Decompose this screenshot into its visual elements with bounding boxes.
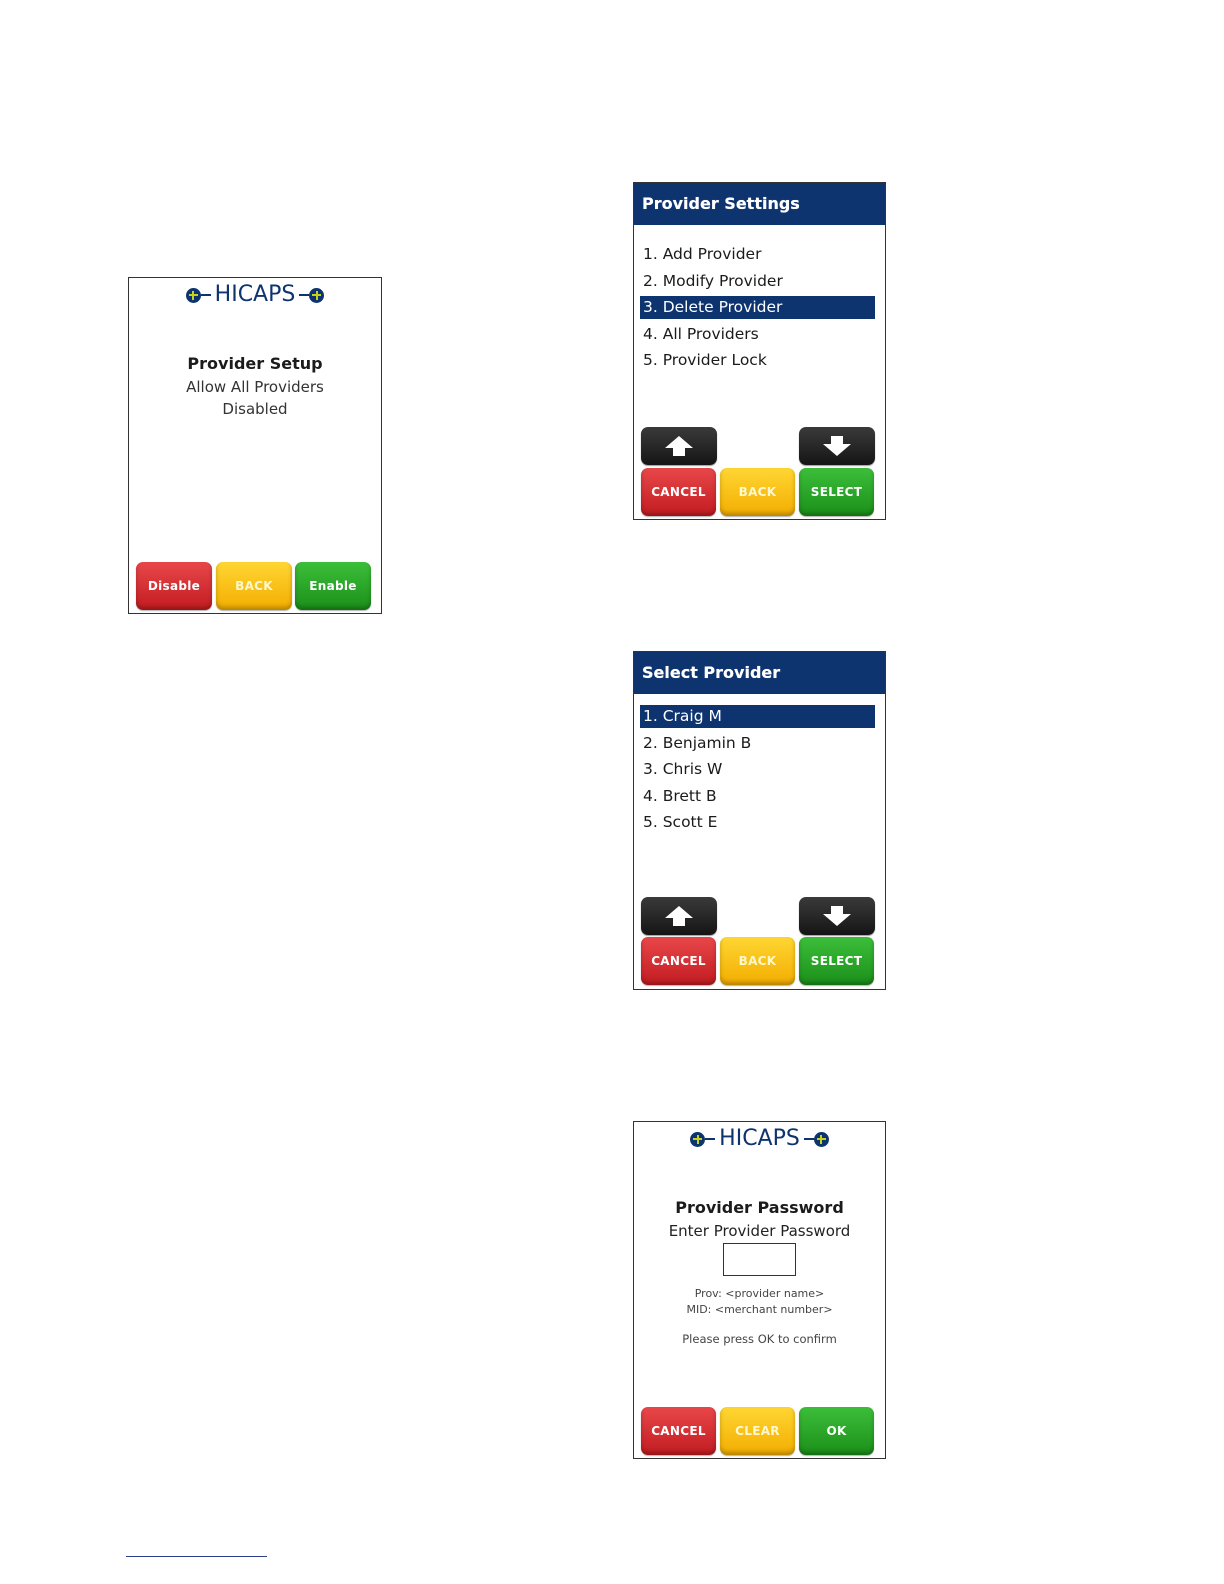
clear-button[interactable]: CLEAR: [720, 1407, 795, 1455]
setup-line-2: Disabled: [222, 400, 288, 418]
select-button[interactable]: SELECT: [799, 937, 874, 985]
logo-text: HICAPS: [214, 282, 296, 307]
provider-item-chris-w[interactable]: 3. Chris W: [643, 760, 723, 779]
menu-item-provider-lock[interactable]: 5. Provider Lock: [643, 351, 767, 370]
menu-item-all-providers[interactable]: 4. All Providers: [643, 324, 759, 343]
provider-item-craig-m[interactable]: 1. Craig M: [640, 705, 875, 728]
footnote-separator: [126, 1556, 267, 1557]
cancel-button[interactable]: CANCEL: [641, 468, 716, 516]
arrow-up-icon: [664, 905, 694, 927]
select-button[interactable]: SELECT: [799, 468, 874, 516]
provider-item-brett-b[interactable]: 4. Brett B: [643, 786, 717, 805]
arrow-up-icon: [664, 435, 694, 457]
password-heading: Provider Password: [675, 1198, 844, 1217]
logo-rule: [804, 1138, 814, 1140]
merchant-number-line: MID: <merchant number>: [686, 1303, 833, 1316]
logo-rule: [705, 1138, 715, 1140]
logo-text: HICAPS: [719, 1126, 800, 1151]
cancel-button[interactable]: CANCEL: [641, 1407, 716, 1455]
hicaps-logo: [129, 284, 381, 306]
provider-item-scott-e[interactable]: 5. Scott E: [643, 813, 718, 832]
logo-rule: [201, 294, 211, 296]
plus-icon: [309, 288, 324, 303]
down-arrow-button[interactable]: [799, 427, 875, 465]
back-button[interactable]: BACK: [720, 937, 795, 985]
plus-icon: [690, 1132, 705, 1147]
setup-line-1: Allow All Providers: [186, 378, 324, 396]
plus-icon: [814, 1132, 829, 1147]
menu-item-add-provider[interactable]: 1. Add Provider: [643, 245, 762, 263]
password-input[interactable]: [723, 1243, 796, 1276]
disable-button[interactable]: Disable: [136, 562, 212, 610]
provider-item-benjamin-b[interactable]: 2. Benjamin B: [643, 733, 752, 752]
menu-item-modify-provider[interactable]: 2. Modify Provider: [643, 271, 783, 290]
provider-settings-menu: [640, 243, 875, 376]
arrow-down-icon: [822, 435, 852, 457]
menu-item-delete-provider[interactable]: 3. Delete Provider: [640, 296, 875, 319]
provider-list: [640, 705, 875, 838]
provider-settings-screen: [633, 182, 886, 520]
plus-icon: [186, 288, 201, 303]
up-arrow-button[interactable]: [641, 897, 717, 935]
back-button[interactable]: BACK: [216, 562, 292, 610]
setup-heading: Provider Setup: [187, 354, 323, 373]
cancel-button[interactable]: CANCEL: [641, 937, 716, 985]
select-provider-screen: [633, 651, 886, 990]
provider-password-screen: [633, 1121, 886, 1459]
arrow-down-icon: [822, 905, 852, 927]
logo-rule: [299, 294, 309, 296]
ok-button[interactable]: OK: [799, 1407, 874, 1455]
provider-name-line: Prov: <provider name>: [694, 1287, 825, 1300]
confirm-instruction: Please press OK to confirm: [682, 1332, 837, 1346]
down-arrow-button[interactable]: [799, 897, 875, 935]
hicaps-logo: [634, 1128, 885, 1150]
enable-button[interactable]: Enable: [295, 562, 371, 610]
provider-setup-screen: [128, 277, 382, 614]
password-prompt: Enter Provider Password: [668, 1222, 851, 1240]
up-arrow-button[interactable]: [641, 427, 717, 465]
back-button[interactable]: BACK: [720, 468, 795, 516]
screen-title: Provider Settings: [634, 183, 885, 225]
screen-title: Select Provider: [634, 652, 885, 694]
